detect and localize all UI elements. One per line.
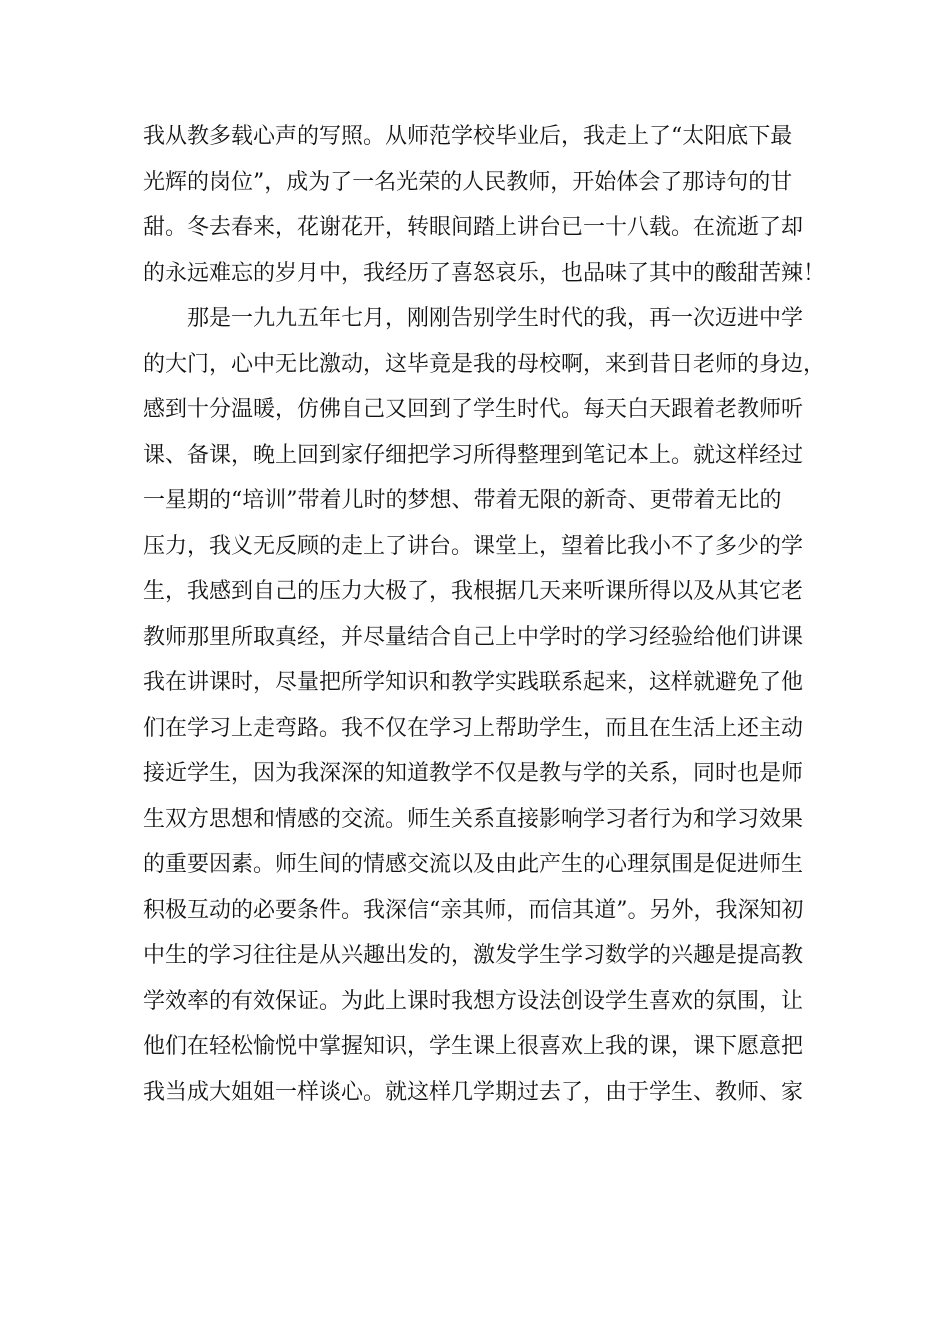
text-line: 生，我感到自己的压力大极了，我根据几天来听课所得以及从其它老	[143, 579, 804, 604]
text-line: 我在讲课时，尽量把所学知识和教学实践联系起来，这样就避免了他	[143, 670, 804, 695]
text-line: 感到十分温暖，仿佛自己又回到了学生时代。每天白天跟着老教师听	[143, 397, 804, 422]
text-line: 课、备课，晚上回到家仔细把学习所得整理到笔记本上。就这样经过	[143, 442, 804, 468]
text-line: 接近学生，因为我深深的知道教学不仅是教与学的关系，同时也是师	[143, 761, 804, 786]
text-line: 的大门，心中无比激动，这毕竟是我的母校啊，来到昔日老师的身边，	[143, 351, 826, 377]
text-line: 压力，我义无反顾的走上了讲台。课堂上，望着比我小不了多少的学	[143, 533, 804, 559]
paragraph-first-line: 那是一九九五年七月，刚刚告别学生时代的我，再一次迈进中学	[187, 306, 804, 331]
text-line: 学效率的有效保证。为此上课时我想方设法创设学生喜欢的氛围，让	[143, 988, 804, 1014]
text-line: 我当成大姐姐一样谈心。就这样几学期过去了，由于学生、教师、家	[143, 1079, 804, 1105]
text-line: 们在学习上走弯路。我不仅在学习上帮助学生，而且在生活上还主动	[143, 715, 804, 741]
text-line: 他们在轻松愉悦中掌握知识，学生课上很喜欢上我的课，课下愿意把	[143, 1034, 804, 1059]
text-line: 一星期的“培训”带着儿时的梦想、带着无限的新奇、更带着无比的	[143, 488, 782, 513]
text-line: 生双方思想和情感的交流。师生关系直接影响学习者行为和学习效果	[143, 806, 804, 832]
text-line: 我从教多载心声的写照。从师范学校毕业后，我走上了“太阳底下最	[143, 124, 793, 149]
text-line: 光辉的岗位”，成为了一名光荣的人民教师，开始体会了那诗句的甘	[143, 169, 793, 195]
text-line: 的永远难忘的岁月中，我经历了喜怒哀乐，也品味了其中的酸甜苦辣！	[143, 260, 826, 286]
text-line: 积极互动的必要条件。我深信“亲其师，而信其道”。另外，我深知初	[143, 897, 804, 923]
text-line: 甜。冬去春来，花谢花开，转眼间踏上讲台已一十八载。在流逝了却	[143, 215, 804, 240]
body-text	[143, 114, 826, 1115]
text-line: 教师那里所取真经，并尽量结合自己上中学时的学习经验给他们讲课	[143, 624, 804, 650]
text-line: 的重要因素。师生间的情感交流以及由此产生的心理氛围是促进师生	[143, 852, 804, 877]
text-line: 中生的学习往往是从兴趣出发的，激发学生学习数学的兴趣是提高教	[143, 943, 804, 968]
